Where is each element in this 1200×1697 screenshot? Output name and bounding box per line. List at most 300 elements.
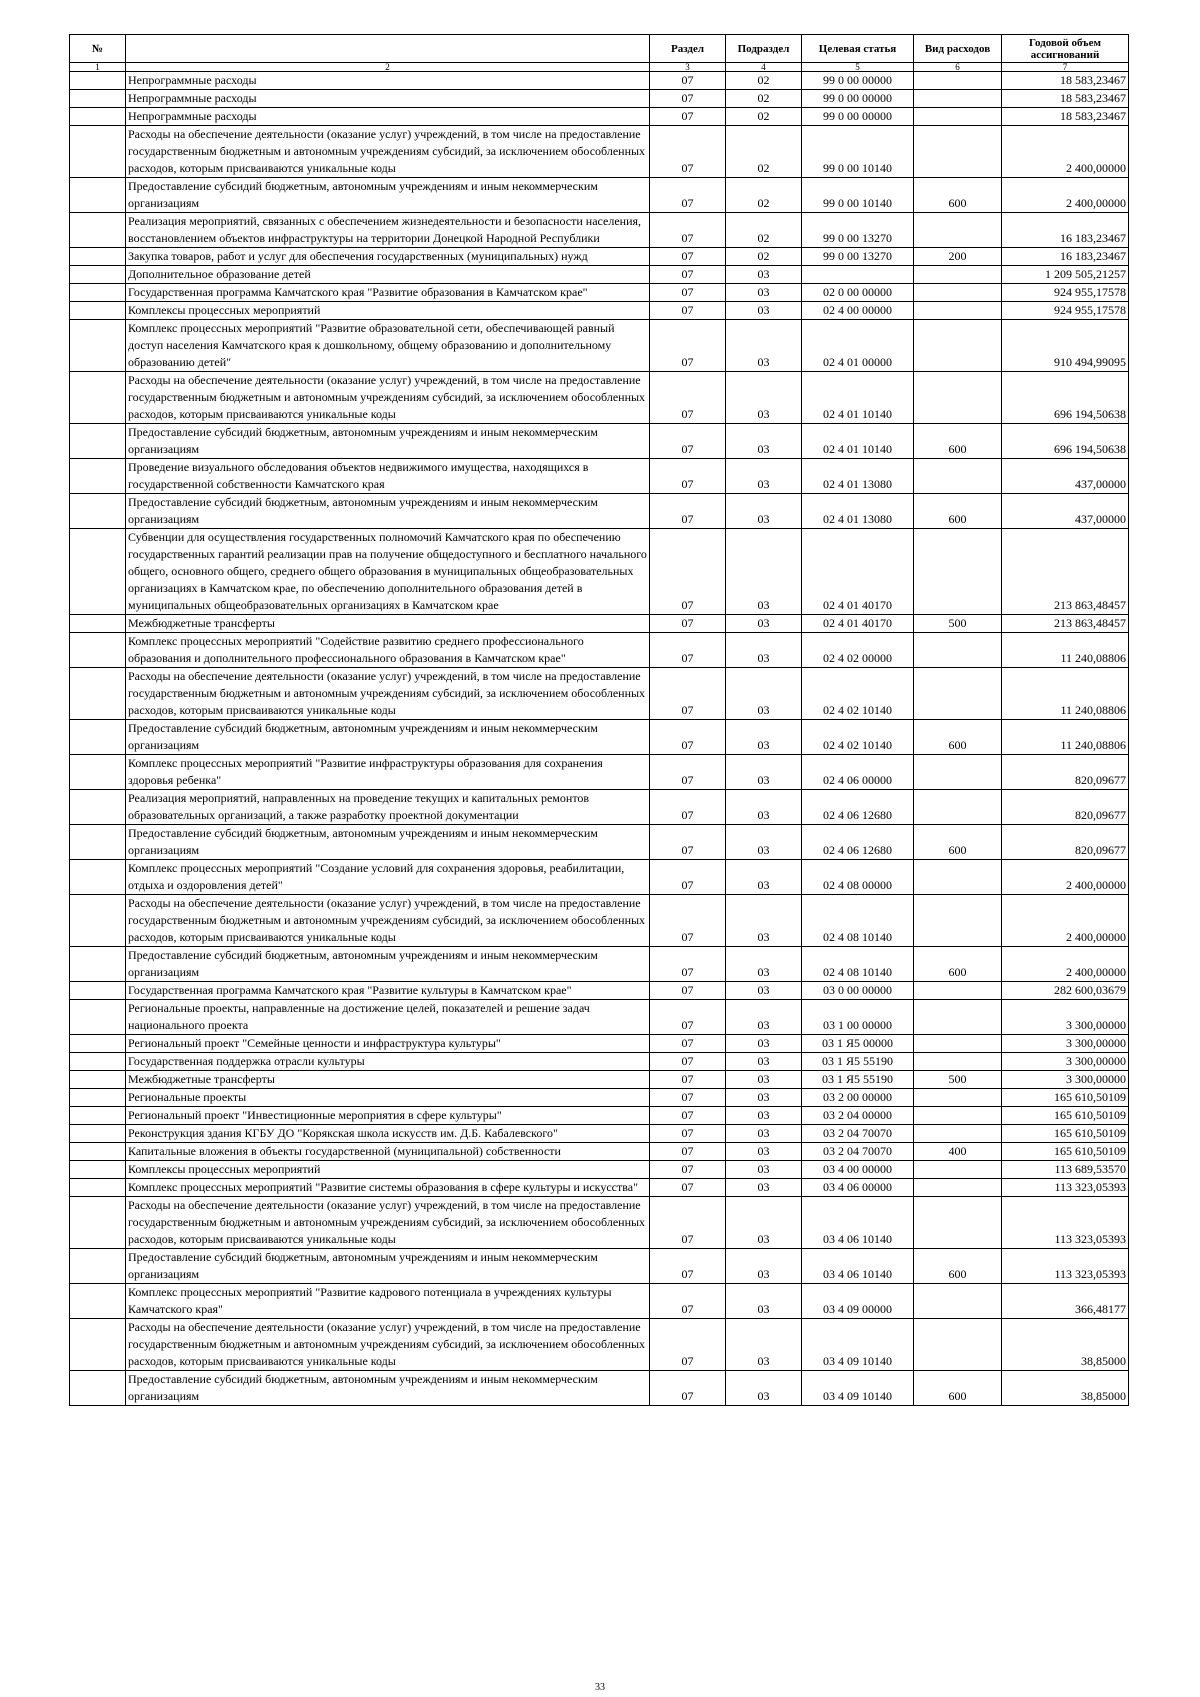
- row-target-article: 03 1 00 00000: [802, 1000, 914, 1035]
- row-expense-type: 600: [914, 720, 1002, 755]
- row-section: 07: [650, 1161, 726, 1179]
- row-target-article: 02 4 02 00000: [802, 633, 914, 668]
- table-row: [70, 1319, 1129, 1371]
- row-number: [70, 633, 126, 668]
- row-number: [70, 615, 126, 633]
- row-target-article: 99 0 00 00000: [802, 90, 914, 108]
- row-expense-type: [914, 284, 1002, 302]
- row-subsection: 03: [726, 615, 802, 633]
- row-expense-type: [914, 213, 1002, 248]
- row-section: 07: [650, 284, 726, 302]
- row-subsection: 02: [726, 72, 802, 90]
- row-expense-type: 400: [914, 1143, 1002, 1161]
- row-amount: 165 610,50109: [1002, 1143, 1129, 1161]
- row-amount: 3 300,00000: [1002, 1035, 1129, 1053]
- row-amount: 113 323,05393: [1002, 1179, 1129, 1197]
- row-amount: 2 400,00000: [1002, 895, 1129, 947]
- row-number: [70, 1000, 126, 1035]
- row-number: [70, 178, 126, 213]
- row-section: 07: [650, 1089, 726, 1107]
- column-number: 7: [1002, 63, 1129, 72]
- table-row: [70, 178, 1129, 213]
- table-row: [70, 1371, 1129, 1406]
- row-expense-type: [914, 1319, 1002, 1371]
- column-number: 5: [802, 63, 914, 72]
- row-expense-type: 500: [914, 1071, 1002, 1089]
- row-subsection: 03: [726, 459, 802, 494]
- row-description: Реализация мероприятий, направленных на проведение текущих и капитальных ремонтов образовательных организаций, а также разработку проектной документации: [126, 790, 650, 825]
- header-subsection: Подраздел: [726, 35, 802, 63]
- row-description: Расходы на обеспечение деятельности (оказание услуг) учреждений, в том числе на предоставление государственным бюджетным и автономным учреждениям субсидий, за исключением обособленных расходов, которым присваиваются уникальные коды: [126, 895, 650, 947]
- row-subsection: 03: [726, 720, 802, 755]
- row-section: 07: [650, 1284, 726, 1319]
- page-number: 33: [595, 1682, 605, 1693]
- row-section: 07: [650, 529, 726, 615]
- row-description: Комплекс процессных мероприятий "Создание условий для сохранения здоровья, реабилитации, отдыха и оздоровления детей": [126, 860, 650, 895]
- row-description: Комплекс процессных мероприятий "Развитие образовательной сети, обеспечивающей равный доступ населения Камчатского края к дошкольному, общему образованию и дополнительному образованию детей": [126, 320, 650, 372]
- row-number: [70, 248, 126, 266]
- row-amount: 910 494,99095: [1002, 320, 1129, 372]
- row-section: 07: [650, 1125, 726, 1143]
- table-row: [70, 1107, 1129, 1125]
- row-subsection: 03: [726, 1319, 802, 1371]
- row-amount: 18 583,23467: [1002, 72, 1129, 90]
- row-number: [70, 529, 126, 615]
- table-row: [70, 1000, 1129, 1035]
- row-number: [70, 108, 126, 126]
- row-subsection: 03: [726, 1371, 802, 1406]
- row-section: 07: [650, 1071, 726, 1089]
- row-expense-type: [914, 1053, 1002, 1071]
- row-amount: 11 240,08806: [1002, 668, 1129, 720]
- row-expense-type: 200: [914, 248, 1002, 266]
- row-number: [70, 213, 126, 248]
- row-expense-type: 600: [914, 1371, 1002, 1406]
- header-section: Раздел: [650, 35, 726, 63]
- budget-table: [69, 34, 1129, 1406]
- row-section: 07: [650, 1319, 726, 1371]
- table-row: [70, 1089, 1129, 1107]
- row-description: Региональный проект "Семейные ценности и инфраструктура культуры": [126, 1035, 650, 1053]
- row-section: 07: [650, 1107, 726, 1125]
- row-description: Расходы на обеспечение деятельности (оказание услуг) учреждений, в том числе на предоставление государственным бюджетным и автономным учреждениям субсидий, за исключением обособленных расходов, которым присваиваются уникальные коды: [126, 668, 650, 720]
- row-subsection: 02: [726, 90, 802, 108]
- row-section: 07: [650, 860, 726, 895]
- row-target-article: 02 4 02 10140: [802, 668, 914, 720]
- row-description: Субвенции для осуществления государственных полномочий Камчатского края по обеспечению государственных гарантий реализации прав на получение общедоступного и бесплатного начального общего, основного общего, среднего общего образования в муниципальных общеобразовательных организациях в Камчатском крае, по обеспечению дополнительного образования детей в муниципальных общеобразовательных организациях в Камчатском крае: [126, 529, 650, 615]
- row-description: Комплекс процессных мероприятий "Содействие развитию среднего профессионального образования и дополнительного профессионального образования в Камчатском крае": [126, 633, 650, 668]
- row-section: 07: [650, 213, 726, 248]
- table-row: [70, 1284, 1129, 1319]
- row-expense-type: [914, 1284, 1002, 1319]
- row-amount: 820,09677: [1002, 790, 1129, 825]
- table-row: [70, 90, 1129, 108]
- row-target-article: 02 4 08 10140: [802, 947, 914, 982]
- row-expense-type: [914, 1107, 1002, 1125]
- row-subsection: 03: [726, 790, 802, 825]
- row-description: Предоставление субсидий бюджетным, автономным учреждениям и иным некоммерческим организациям: [126, 494, 650, 529]
- row-section: 07: [650, 825, 726, 860]
- row-section: 07: [650, 1179, 726, 1197]
- table-row: [70, 424, 1129, 459]
- row-target-article: 03 2 04 70070: [802, 1143, 914, 1161]
- row-target-article: 03 4 09 10140: [802, 1371, 914, 1406]
- header-target-article: Целевая статья: [802, 35, 914, 63]
- row-subsection: 03: [726, 1125, 802, 1143]
- header-description: [126, 35, 650, 63]
- row-amount: 213 863,48457: [1002, 615, 1129, 633]
- row-amount: 165 610,50109: [1002, 1125, 1129, 1143]
- row-subsection: 03: [726, 668, 802, 720]
- row-subsection: 03: [726, 1179, 802, 1197]
- header-expense-type: Вид расходов: [914, 35, 1002, 63]
- table-row: [70, 1249, 1129, 1284]
- row-target-article: 03 2 04 70070: [802, 1125, 914, 1143]
- row-target-article: 02 4 06 00000: [802, 755, 914, 790]
- row-amount: 696 194,50638: [1002, 424, 1129, 459]
- row-description: Расходы на обеспечение деятельности (оказание услуг) учреждений, в том числе на предоставление государственным бюджетным и автономным учреждениям субсидий, за исключением обособленных расходов, которым присваиваются уникальные коды: [126, 126, 650, 178]
- table-row: [70, 615, 1129, 633]
- row-number: [70, 1161, 126, 1179]
- row-subsection: 03: [726, 266, 802, 284]
- row-number: [70, 1053, 126, 1071]
- table-row: [70, 459, 1129, 494]
- row-subsection: 03: [726, 947, 802, 982]
- row-target-article: [802, 266, 914, 284]
- row-target-article: 03 4 09 10140: [802, 1319, 914, 1371]
- row-section: 07: [650, 755, 726, 790]
- row-target-article: 02 4 01 40170: [802, 529, 914, 615]
- table-row: [70, 1125, 1129, 1143]
- row-description: Расходы на обеспечение деятельности (оказание услуг) учреждений, в том числе на предоставление государственным бюджетным и автономным учреждениям субсидий, за исключением обособленных расходов, которым присваиваются уникальные коды: [126, 1319, 650, 1371]
- row-target-article: 03 0 00 00000: [802, 982, 914, 1000]
- row-target-article: 02 4 01 13080: [802, 494, 914, 529]
- row-number: [70, 1035, 126, 1053]
- row-amount: 3 300,00000: [1002, 1000, 1129, 1035]
- row-section: 07: [650, 790, 726, 825]
- column-number: 2: [126, 63, 650, 72]
- row-section: 07: [650, 1053, 726, 1071]
- row-section: 07: [650, 72, 726, 90]
- row-description: Дополнительное образование детей: [126, 266, 650, 284]
- row-amount: 11 240,08806: [1002, 720, 1129, 755]
- row-target-article: 03 4 06 00000: [802, 1179, 914, 1197]
- row-expense-type: 600: [914, 1249, 1002, 1284]
- row-amount: 11 240,08806: [1002, 633, 1129, 668]
- row-number: [70, 494, 126, 529]
- row-subsection: 02: [726, 248, 802, 266]
- row-section: 07: [650, 494, 726, 529]
- row-section: 07: [650, 90, 726, 108]
- table-row: [70, 1053, 1129, 1071]
- row-target-article: 99 0 00 10140: [802, 178, 914, 213]
- row-amount: 16 183,23467: [1002, 248, 1129, 266]
- row-description: Предоставление субсидий бюджетным, автономным учреждениям и иным некоммерческим организациям: [126, 1249, 650, 1284]
- table-row: [70, 1035, 1129, 1053]
- row-section: 07: [650, 1197, 726, 1249]
- table-row: [70, 108, 1129, 126]
- row-expense-type: [914, 1000, 1002, 1035]
- row-target-article: 99 0 00 00000: [802, 72, 914, 90]
- row-number: [70, 860, 126, 895]
- row-subsection: 03: [726, 1107, 802, 1125]
- table-row: [70, 284, 1129, 302]
- row-amount: 282 600,03679: [1002, 982, 1129, 1000]
- table-row: [70, 126, 1129, 178]
- budget-table-body: [70, 72, 1129, 1406]
- row-description: Реконструкция здания КГБУ ДО "Корякская школа искусств им. Д.Б. Кабалевского": [126, 1125, 650, 1143]
- row-number: [70, 424, 126, 459]
- row-amount: 437,00000: [1002, 459, 1129, 494]
- row-target-article: 02 4 01 13080: [802, 459, 914, 494]
- row-expense-type: [914, 755, 1002, 790]
- row-section: 07: [650, 320, 726, 372]
- row-subsection: 03: [726, 860, 802, 895]
- row-amount: 38,85000: [1002, 1371, 1129, 1406]
- row-target-article: 02 4 01 10140: [802, 424, 914, 459]
- table-row: [70, 1161, 1129, 1179]
- row-target-article: 03 1 Я5 00000: [802, 1035, 914, 1053]
- row-description: Государственная программа Камчатского края "Развитие образования в Камчатском крае": [126, 284, 650, 302]
- row-expense-type: [914, 302, 1002, 320]
- row-expense-type: 500: [914, 615, 1002, 633]
- row-amount: 18 583,23467: [1002, 108, 1129, 126]
- row-number: [70, 320, 126, 372]
- column-number: 6: [914, 63, 1002, 72]
- column-number: 3: [650, 63, 726, 72]
- table-row: [70, 1071, 1129, 1089]
- row-subsection: 02: [726, 108, 802, 126]
- row-section: 07: [650, 424, 726, 459]
- row-subsection: 03: [726, 1161, 802, 1179]
- row-section: 07: [650, 1249, 726, 1284]
- row-expense-type: [914, 1035, 1002, 1053]
- row-subsection: 03: [726, 1071, 802, 1089]
- table-row: [70, 213, 1129, 248]
- row-amount: 165 610,50109: [1002, 1089, 1129, 1107]
- row-section: 07: [650, 178, 726, 213]
- row-amount: 113 323,05393: [1002, 1197, 1129, 1249]
- row-number: [70, 825, 126, 860]
- row-description: Закупка товаров, работ и услуг для обеспечения государственных (муниципальных) нужд: [126, 248, 650, 266]
- header-number: №: [70, 35, 126, 63]
- row-description: Межбюджетные трансферты: [126, 1071, 650, 1089]
- row-expense-type: 600: [914, 424, 1002, 459]
- row-target-article: 03 1 Я5 55190: [802, 1053, 914, 1071]
- table-row: [70, 302, 1129, 320]
- row-section: 07: [650, 372, 726, 424]
- row-amount: 366,48177: [1002, 1284, 1129, 1319]
- table-row: [70, 895, 1129, 947]
- row-number: [70, 1284, 126, 1319]
- table-row: [70, 1197, 1129, 1249]
- row-description: Непрограммные расходы: [126, 72, 650, 90]
- row-amount: 113 689,53570: [1002, 1161, 1129, 1179]
- row-number: [70, 1143, 126, 1161]
- row-expense-type: [914, 126, 1002, 178]
- row-expense-type: [914, 860, 1002, 895]
- row-expense-type: [914, 320, 1002, 372]
- row-expense-type: [914, 790, 1002, 825]
- row-expense-type: 600: [914, 178, 1002, 213]
- table-row: [70, 668, 1129, 720]
- row-subsection: 03: [726, 755, 802, 790]
- header-annual-volume: Годовой объем ассигнований: [1002, 35, 1129, 63]
- row-section: 07: [650, 302, 726, 320]
- row-expense-type: [914, 1089, 1002, 1107]
- row-section: 07: [650, 982, 726, 1000]
- table-row: [70, 825, 1129, 860]
- row-number: [70, 372, 126, 424]
- row-target-article: 02 4 01 00000: [802, 320, 914, 372]
- row-description: Региональный проект "Инвестиционные мероприятия в сфере культуры": [126, 1107, 650, 1125]
- row-section: 07: [650, 1143, 726, 1161]
- row-subsection: 03: [726, 895, 802, 947]
- row-section: 07: [650, 126, 726, 178]
- row-number: [70, 895, 126, 947]
- row-amount: 820,09677: [1002, 755, 1129, 790]
- row-target-article: 03 4 06 10140: [802, 1249, 914, 1284]
- row-description: Капитальные вложения в объекты государственной (муниципальной) собственности: [126, 1143, 650, 1161]
- row-number: [70, 1319, 126, 1371]
- row-amount: 1 209 505,21257: [1002, 266, 1129, 284]
- table-row: [70, 372, 1129, 424]
- budget-page: [69, 34, 1129, 1406]
- row-description: Государственная поддержка отрасли культуры: [126, 1053, 650, 1071]
- column-number: 4: [726, 63, 802, 72]
- row-target-article: 03 4 00 00000: [802, 1161, 914, 1179]
- row-expense-type: [914, 459, 1002, 494]
- row-amount: 2 400,00000: [1002, 947, 1129, 982]
- row-target-article: 02 4 08 00000: [802, 860, 914, 895]
- row-description: Непрограммные расходы: [126, 90, 650, 108]
- row-amount: 16 183,23467: [1002, 213, 1129, 248]
- row-amount: 3 300,00000: [1002, 1053, 1129, 1071]
- row-expense-type: [914, 1161, 1002, 1179]
- row-description: Предоставление субсидий бюджетным, автономным учреждениям и иным некоммерческим организациям: [126, 424, 650, 459]
- row-number: [70, 90, 126, 108]
- row-description: Комплексы процессных мероприятий: [126, 302, 650, 320]
- row-description: Предоставление субсидий бюджетным, автономным учреждениям и иным некоммерческим организациям: [126, 1371, 650, 1406]
- row-section: 07: [650, 459, 726, 494]
- row-number: [70, 668, 126, 720]
- row-expense-type: [914, 90, 1002, 108]
- row-subsection: 03: [726, 1089, 802, 1107]
- row-target-article: 02 4 06 12680: [802, 825, 914, 860]
- row-subsection: 03: [726, 1197, 802, 1249]
- row-description: Комплексы процессных мероприятий: [126, 1161, 650, 1179]
- row-number: [70, 982, 126, 1000]
- row-subsection: 03: [726, 1143, 802, 1161]
- row-description: Комплекс процессных мероприятий "Развитие кадрового потенциала в учреждениях культуры Камчатского края": [126, 1284, 650, 1319]
- row-description: Реализация мероприятий, связанных с обеспечением жизнедеятельности и безопасности населения, восстановлением объектов инфраструктуры на территории Донецкой Народной Республики: [126, 213, 650, 248]
- row-description: Предоставление субсидий бюджетным, автономным учреждениям и иным некоммерческим организациям: [126, 178, 650, 213]
- row-section: 07: [650, 1371, 726, 1406]
- row-target-article: 02 4 08 10140: [802, 895, 914, 947]
- row-subsection: 03: [726, 284, 802, 302]
- row-description: Проведение визуального обследования объектов недвижимого имущества, находящихся в государственной собственности Камчатского края: [126, 459, 650, 494]
- row-expense-type: [914, 1125, 1002, 1143]
- row-section: 07: [650, 248, 726, 266]
- row-section: 07: [650, 633, 726, 668]
- row-number: [70, 755, 126, 790]
- row-subsection: 03: [726, 529, 802, 615]
- row-amount: 165 610,50109: [1002, 1107, 1129, 1125]
- row-description: Государственная программа Камчатского края "Развитие культуры в Камчатском крае": [126, 982, 650, 1000]
- row-number: [70, 72, 126, 90]
- column-number-row: [70, 63, 1129, 72]
- row-amount: 3 300,00000: [1002, 1071, 1129, 1089]
- row-target-article: 99 0 00 13270: [802, 213, 914, 248]
- table-row: [70, 633, 1129, 668]
- row-section: 07: [650, 108, 726, 126]
- row-expense-type: [914, 372, 1002, 424]
- row-subsection: 02: [726, 178, 802, 213]
- row-number: [70, 1089, 126, 1107]
- row-description: Предоставление субсидий бюджетным, автономным учреждениям и иным некоммерческим организациям: [126, 947, 650, 982]
- table-row: [70, 248, 1129, 266]
- row-description: Региональные проекты: [126, 1089, 650, 1107]
- row-description: Комплекс процессных мероприятий "Развитие системы образования в сфере культуры и искусства": [126, 1179, 650, 1197]
- row-amount: 437,00000: [1002, 494, 1129, 529]
- row-expense-type: 600: [914, 825, 1002, 860]
- header-row: [70, 35, 1129, 63]
- row-target-article: 99 0 00 10140: [802, 126, 914, 178]
- row-target-article: 02 4 01 40170: [802, 615, 914, 633]
- row-target-article: 02 4 06 12680: [802, 790, 914, 825]
- row-target-article: 02 4 02 10140: [802, 720, 914, 755]
- row-subsection: 03: [726, 494, 802, 529]
- row-target-article: 02 0 00 00000: [802, 284, 914, 302]
- row-expense-type: [914, 72, 1002, 90]
- row-description: Предоставление субсидий бюджетным, автономным учреждениям и иным некоммерческим организациям: [126, 825, 650, 860]
- row-amount: 696 194,50638: [1002, 372, 1129, 424]
- table-row: [70, 1143, 1129, 1161]
- row-subsection: 03: [726, 1035, 802, 1053]
- row-section: 07: [650, 895, 726, 947]
- row-expense-type: [914, 1197, 1002, 1249]
- row-subsection: 03: [726, 1249, 802, 1284]
- row-expense-type: 600: [914, 947, 1002, 982]
- row-target-article: 02 4 00 00000: [802, 302, 914, 320]
- row-expense-type: [914, 982, 1002, 1000]
- table-row: [70, 720, 1129, 755]
- row-number: [70, 302, 126, 320]
- row-number: [70, 1179, 126, 1197]
- row-expense-type: [914, 108, 1002, 126]
- row-subsection: 03: [726, 302, 802, 320]
- table-row: [70, 790, 1129, 825]
- row-target-article: 03 4 09 00000: [802, 1284, 914, 1319]
- table-row: [70, 982, 1129, 1000]
- row-subsection: 03: [726, 372, 802, 424]
- row-description: Расходы на обеспечение деятельности (оказание услуг) учреждений, в том числе на предоставление государственным бюджетным и автономным учреждениям субсидий, за исключением обособленных расходов, которым присваиваются уникальные коды: [126, 372, 650, 424]
- row-number: [70, 1071, 126, 1089]
- row-subsection: 03: [726, 424, 802, 459]
- row-section: 07: [650, 720, 726, 755]
- row-section: 07: [650, 615, 726, 633]
- row-number: [70, 1107, 126, 1125]
- row-description: Расходы на обеспечение деятельности (оказание услуг) учреждений, в том числе на предоставление государственным бюджетным и автономным учреждениям субсидий, за исключением обособленных расходов, которым присваиваются уникальные коды: [126, 1197, 650, 1249]
- row-subsection: 03: [726, 1053, 802, 1071]
- row-amount: 820,09677: [1002, 825, 1129, 860]
- table-row: [70, 529, 1129, 615]
- row-amount: 924 955,17578: [1002, 284, 1129, 302]
- row-expense-type: [914, 668, 1002, 720]
- row-amount: 38,85000: [1002, 1319, 1129, 1371]
- row-description: Региональные проекты, направленные на достижение целей, показателей и решение задач национального проекта: [126, 1000, 650, 1035]
- row-amount: 213 863,48457: [1002, 529, 1129, 615]
